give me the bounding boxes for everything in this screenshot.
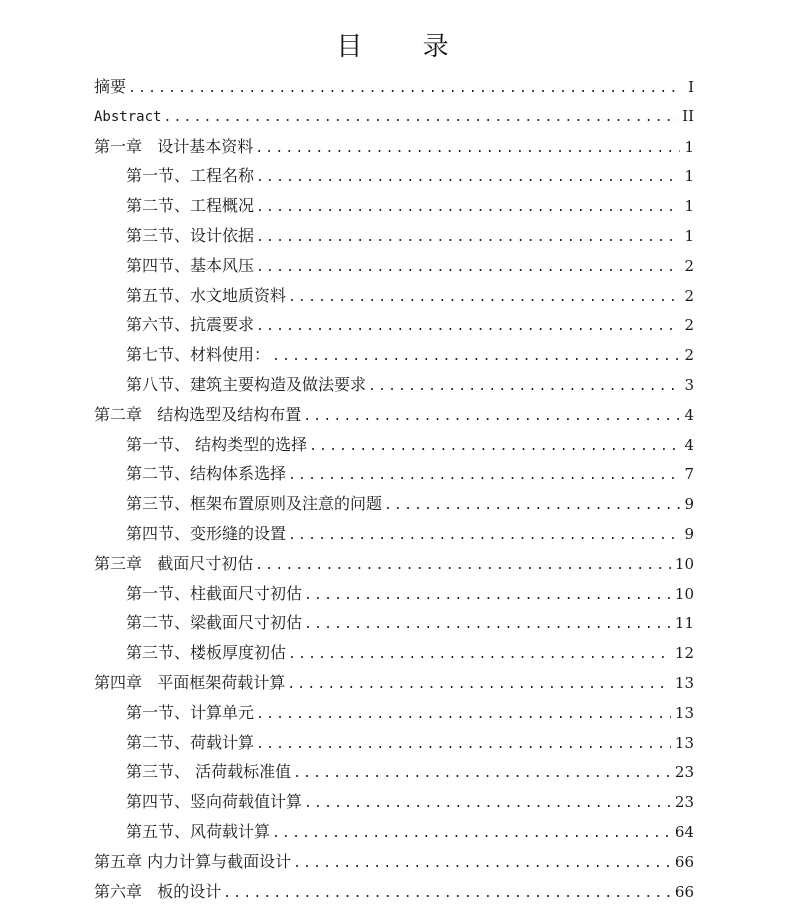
toc-entry-page: 2 (684, 346, 694, 365)
toc-entry-label: 第五节、水文地质资料 (126, 285, 287, 305)
toc-entry-chapter-2[interactable] (94, 400, 694, 430)
dot-leader (256, 253, 680, 283)
dot-leader (304, 789, 671, 819)
toc-entry-label: 第三节、框架布置原则及注意的问题 (126, 494, 383, 514)
toc-entry-page: II (682, 106, 694, 125)
toc-entry-section-2-1[interactable] (94, 430, 694, 460)
toc-entry-page: 13 (674, 703, 694, 722)
toc-entry-section-2-3[interactable] (94, 489, 694, 519)
toc-entry-chapter-6[interactable] (94, 877, 694, 907)
toc-entry-page: 3 (684, 375, 694, 394)
toc-entry-section-1-7[interactable] (94, 340, 694, 370)
toc-entry-section-1-1[interactable] (94, 161, 694, 191)
toc-entry-page: 2 (684, 286, 694, 305)
toc-entry-section-2-4[interactable] (94, 519, 694, 549)
toc-entry-label: 第六节、抗震要求 (126, 315, 255, 335)
toc-entry-label: 第一节、 结构类型的选择 (126, 434, 308, 454)
dot-leader (256, 223, 680, 253)
dot-leader (309, 432, 680, 462)
toc-entry-chapter-5[interactable] (94, 847, 694, 877)
toc-entry-section-4-4[interactable] (94, 787, 694, 817)
toc-entry-label: 第四节、变形缝的设置 (126, 523, 287, 543)
toc-entry-section-3-2[interactable] (94, 608, 694, 638)
table-of-contents (94, 72, 694, 906)
toc-entry-page: 64 (674, 822, 694, 841)
toc-entry-page: 1 (684, 226, 694, 245)
toc-entry-page: 1 (684, 137, 694, 156)
dot-leader (272, 342, 680, 372)
dot-leader (304, 610, 671, 640)
toc-entry-page: 2 (684, 256, 694, 275)
toc-entry-section-1-6[interactable] (94, 310, 694, 340)
toc-entry-label: 第三节、 活荷载标准值 (126, 762, 292, 782)
toc-entry-section-4-2[interactable] (94, 728, 694, 758)
toc-entry-label: 第三章 截面尺寸初估 (94, 553, 254, 573)
toc-entry-label: 第二章 结构选型及结构布置 (94, 404, 302, 424)
toc-entry-label: 第三节、楼板厚度初估 (126, 643, 287, 663)
toc-entry-page: 9 (684, 524, 694, 543)
dot-leader (288, 640, 671, 670)
toc-entry-page: 4 (684, 435, 694, 454)
dot-leader (256, 163, 680, 193)
toc-entry-label: Abstract (94, 108, 162, 125)
toc-entry-section-4-1[interactable] (94, 698, 694, 728)
toc-entry-label: 第五章 内力计算与截面设计 (94, 851, 292, 871)
toc-entry-section-1-3[interactable] (94, 221, 694, 251)
toc-entry-page: 13 (674, 673, 694, 692)
toc-entry-page: 23 (674, 763, 694, 782)
dot-leader (384, 491, 680, 521)
dot-leader (368, 372, 680, 402)
toc-entry-section-4-3[interactable] (94, 757, 694, 787)
toc-entry-section-1-8[interactable] (94, 370, 694, 400)
dot-leader (287, 670, 671, 700)
toc-entry-label: 第四节、基本风压 (126, 255, 255, 275)
toc-entry-page: 7 (684, 465, 694, 484)
toc-entry-label: 第五节、风荷载计算 (126, 821, 271, 841)
dot-leader (256, 730, 671, 760)
dot-leader (293, 759, 671, 789)
dot-leader (163, 103, 678, 133)
dot-leader (256, 700, 671, 730)
toc-entry-page: 12 (674, 644, 694, 663)
toc-entry-page: 13 (674, 733, 694, 752)
toc-entry-section-4-5[interactable] (94, 817, 694, 847)
toc-entry-page: 4 (684, 405, 694, 424)
toc-entry-page: 10 (674, 554, 694, 573)
dot-leader (255, 551, 671, 581)
toc-entry-label: 第一节、工程名称 (126, 166, 255, 186)
dot-leader (288, 521, 680, 551)
toc-entry-section-3-3[interactable] (94, 638, 694, 668)
toc-entry-label: 第二节、梁截面尺寸初估 (126, 613, 303, 633)
toc-entry-page: 66 (674, 882, 694, 901)
toc-entry-page: 11 (674, 614, 694, 633)
dot-leader (293, 849, 671, 879)
toc-entry-label: 摘要 (94, 77, 127, 96)
toc-entry-chapter-1[interactable] (94, 132, 694, 162)
toc-entry-section-3-1[interactable] (94, 579, 694, 609)
toc-entry-label: 第一章 设计基本资料 (94, 136, 254, 156)
dot-leader (223, 879, 671, 909)
toc-entry-label: 第三节、设计依据 (126, 225, 255, 245)
toc-entry-section-2-2[interactable] (94, 459, 694, 489)
toc-entry-label: 第二节、结构体系选择 (126, 464, 287, 484)
toc-entry-label: 第八节、建筑主要构造及做法要求 (126, 374, 367, 394)
toc-entry-page: 2 (684, 316, 694, 335)
toc-entry-page: I (688, 78, 694, 96)
toc-entry-page: 9 (684, 495, 694, 514)
toc-entry-label: 第六章 板的设计 (94, 881, 222, 901)
toc-entry-chapter-4[interactable] (94, 668, 694, 698)
toc-entry-page: 1 (684, 167, 694, 186)
toc-entry-abstract-en[interactable] (94, 102, 694, 132)
toc-entry-page: 10 (674, 584, 694, 603)
toc-title: 目 录 (336, 32, 475, 62)
toc-entry-label: 第二节、荷载计算 (126, 732, 255, 752)
toc-entry-page: 23 (674, 793, 694, 812)
toc-entry-label: 第一节、计算单元 (126, 702, 255, 722)
toc-entry-section-1-5[interactable] (94, 281, 694, 311)
toc-entry-label: 第一节、柱截面尺寸初估 (126, 583, 303, 603)
dot-leader (288, 461, 680, 491)
dot-leader (304, 581, 671, 611)
dot-leader (288, 283, 680, 313)
dot-leader (272, 819, 671, 849)
dot-leader (255, 134, 680, 164)
toc-entry-page: 1 (684, 197, 694, 216)
dot-leader (128, 74, 680, 104)
dot-leader (256, 312, 680, 342)
dot-leader (256, 193, 680, 223)
toc-entry-section-1-2[interactable] (94, 191, 694, 221)
toc-entry-page: 66 (674, 852, 694, 871)
dot-leader (303, 402, 680, 432)
toc-entry-label: 第四节、竖向荷载值计算 (126, 792, 303, 812)
toc-entry-section-1-4[interactable] (94, 251, 694, 281)
toc-entry-chapter-3[interactable] (94, 549, 694, 579)
toc-entry-label: 第二节、工程概况 (126, 196, 255, 216)
toc-entry-abstract-cn[interactable] (94, 72, 694, 102)
toc-entry-label: 第七节、材料使用： (126, 345, 271, 365)
toc-entry-label: 第四章 平面框架荷载计算 (94, 672, 286, 692)
